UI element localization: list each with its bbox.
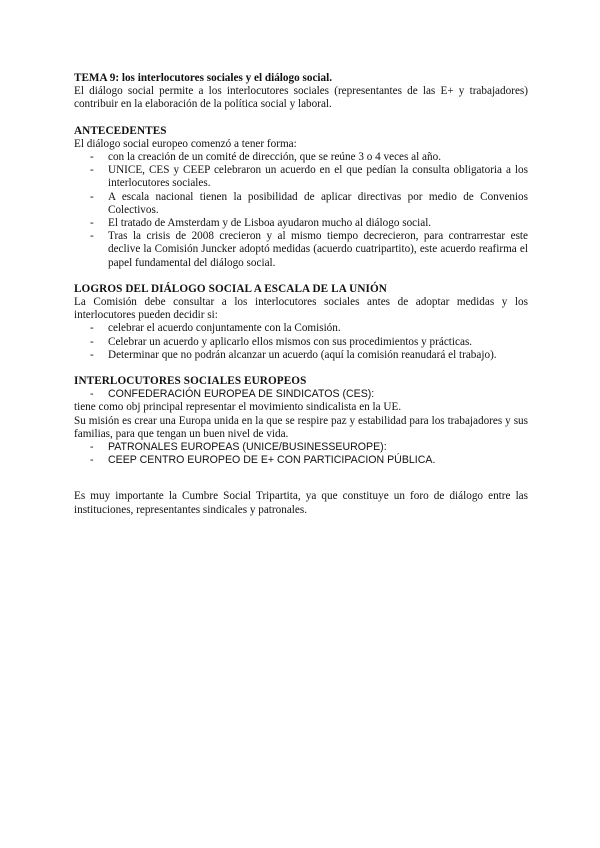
logros-list <box>74 322 528 362</box>
antecedentes-lead: El diálogo social europeo comenzó a tener forma: <box>74 137 297 150</box>
closing-paragraph: Es muy importante la Cumbre Social Tripartita, ya que constituye un foro de diálogo entre las instituciones, representantes sindicales y patronales. <box>74 490 528 516</box>
interlocutores-list-more <box>74 441 528 467</box>
ces-description: tiene como obj principal representar el movimiento sindicalista en la UE. <box>74 401 402 414</box>
logros-heading: LOGROS DEL DIÁLOGO SOCIAL A ESCALA DE LA UNIÓN <box>74 282 387 295</box>
list-item: - celebrar el acuerdo conjuntamente con la Comisión. <box>74 322 528 335</box>
list-item: - CEEP CENTRO EUROPEO DE E+ CON PARTICIPACION PÚBLICA. <box>74 454 528 467</box>
intro-paragraph: El diálogo social permite a los interlocutores sociales (representantes de las E+ y trabajadores) contribuir en la elaboración de la política social y laboral. <box>74 85 528 111</box>
list-item: - El tratado de Amsterdam y de Lisboa ayudaron mucho al diálogo social. <box>74 217 528 230</box>
antecedentes-heading: ANTECEDENTES <box>74 124 167 137</box>
list-item: - UNICE, CES y CEEP celebraron un acuerdo en el que pedían la consulta obligatoria a los interlocutores sociales. <box>74 164 528 190</box>
interlocutores-list-ces <box>74 388 528 401</box>
list-item: - Celebrar un acuerdo y aplicarlo ellos mismos con sus procedimientos y prácticas. <box>74 336 528 349</box>
logros-lead: La Comisión debe consultar a los interlocutores sociales antes de adoptar medidas y los interlocutores pueden decidir si: <box>74 296 528 322</box>
antecedentes-list <box>74 151 528 270</box>
document-body <box>74 72 528 517</box>
list-item: - con la creación de un comité de dirección, que se reúne 3 o 4 veces al año. <box>74 151 528 164</box>
interlocutores-heading: INTERLOCUTORES SOCIALES EUROPEOS <box>74 375 307 388</box>
document-title: TEMA 9: los interlocutores sociales y el diálogo social. <box>74 72 333 84</box>
list-item: - CONFEDERACIÓN EUROPEA DE SINDICATOS (CES): <box>74 388 528 401</box>
list-item: - Tras la crisis de 2008 crecieron y al mismo tiempo decrecieron, para contrarrestar este declive la Comisión Juncker adoptó medidas (acuerdo cuatripartito), este acuerdo reafirma el papel fundamental del diálogo social. <box>74 230 528 270</box>
list-item: - Determinar que no podrán alcanzar un acuerdo (aquí la comisión reanudará el trabajo). <box>74 349 528 362</box>
ces-mission: Su misión es crear una Europa unida en la que se respire paz y estabilidad para los trabajadores y sus familias, para que tengan un buen nivel de vida. <box>74 414 528 440</box>
list-item: - PATRONALES EUROPEAS (UNICE/BUSINESSEUROPE): <box>74 441 528 454</box>
list-item: - A escala nacional tienen la posibilidad de aplicar directivas por medio de Convenios Colectivos. <box>74 191 528 217</box>
